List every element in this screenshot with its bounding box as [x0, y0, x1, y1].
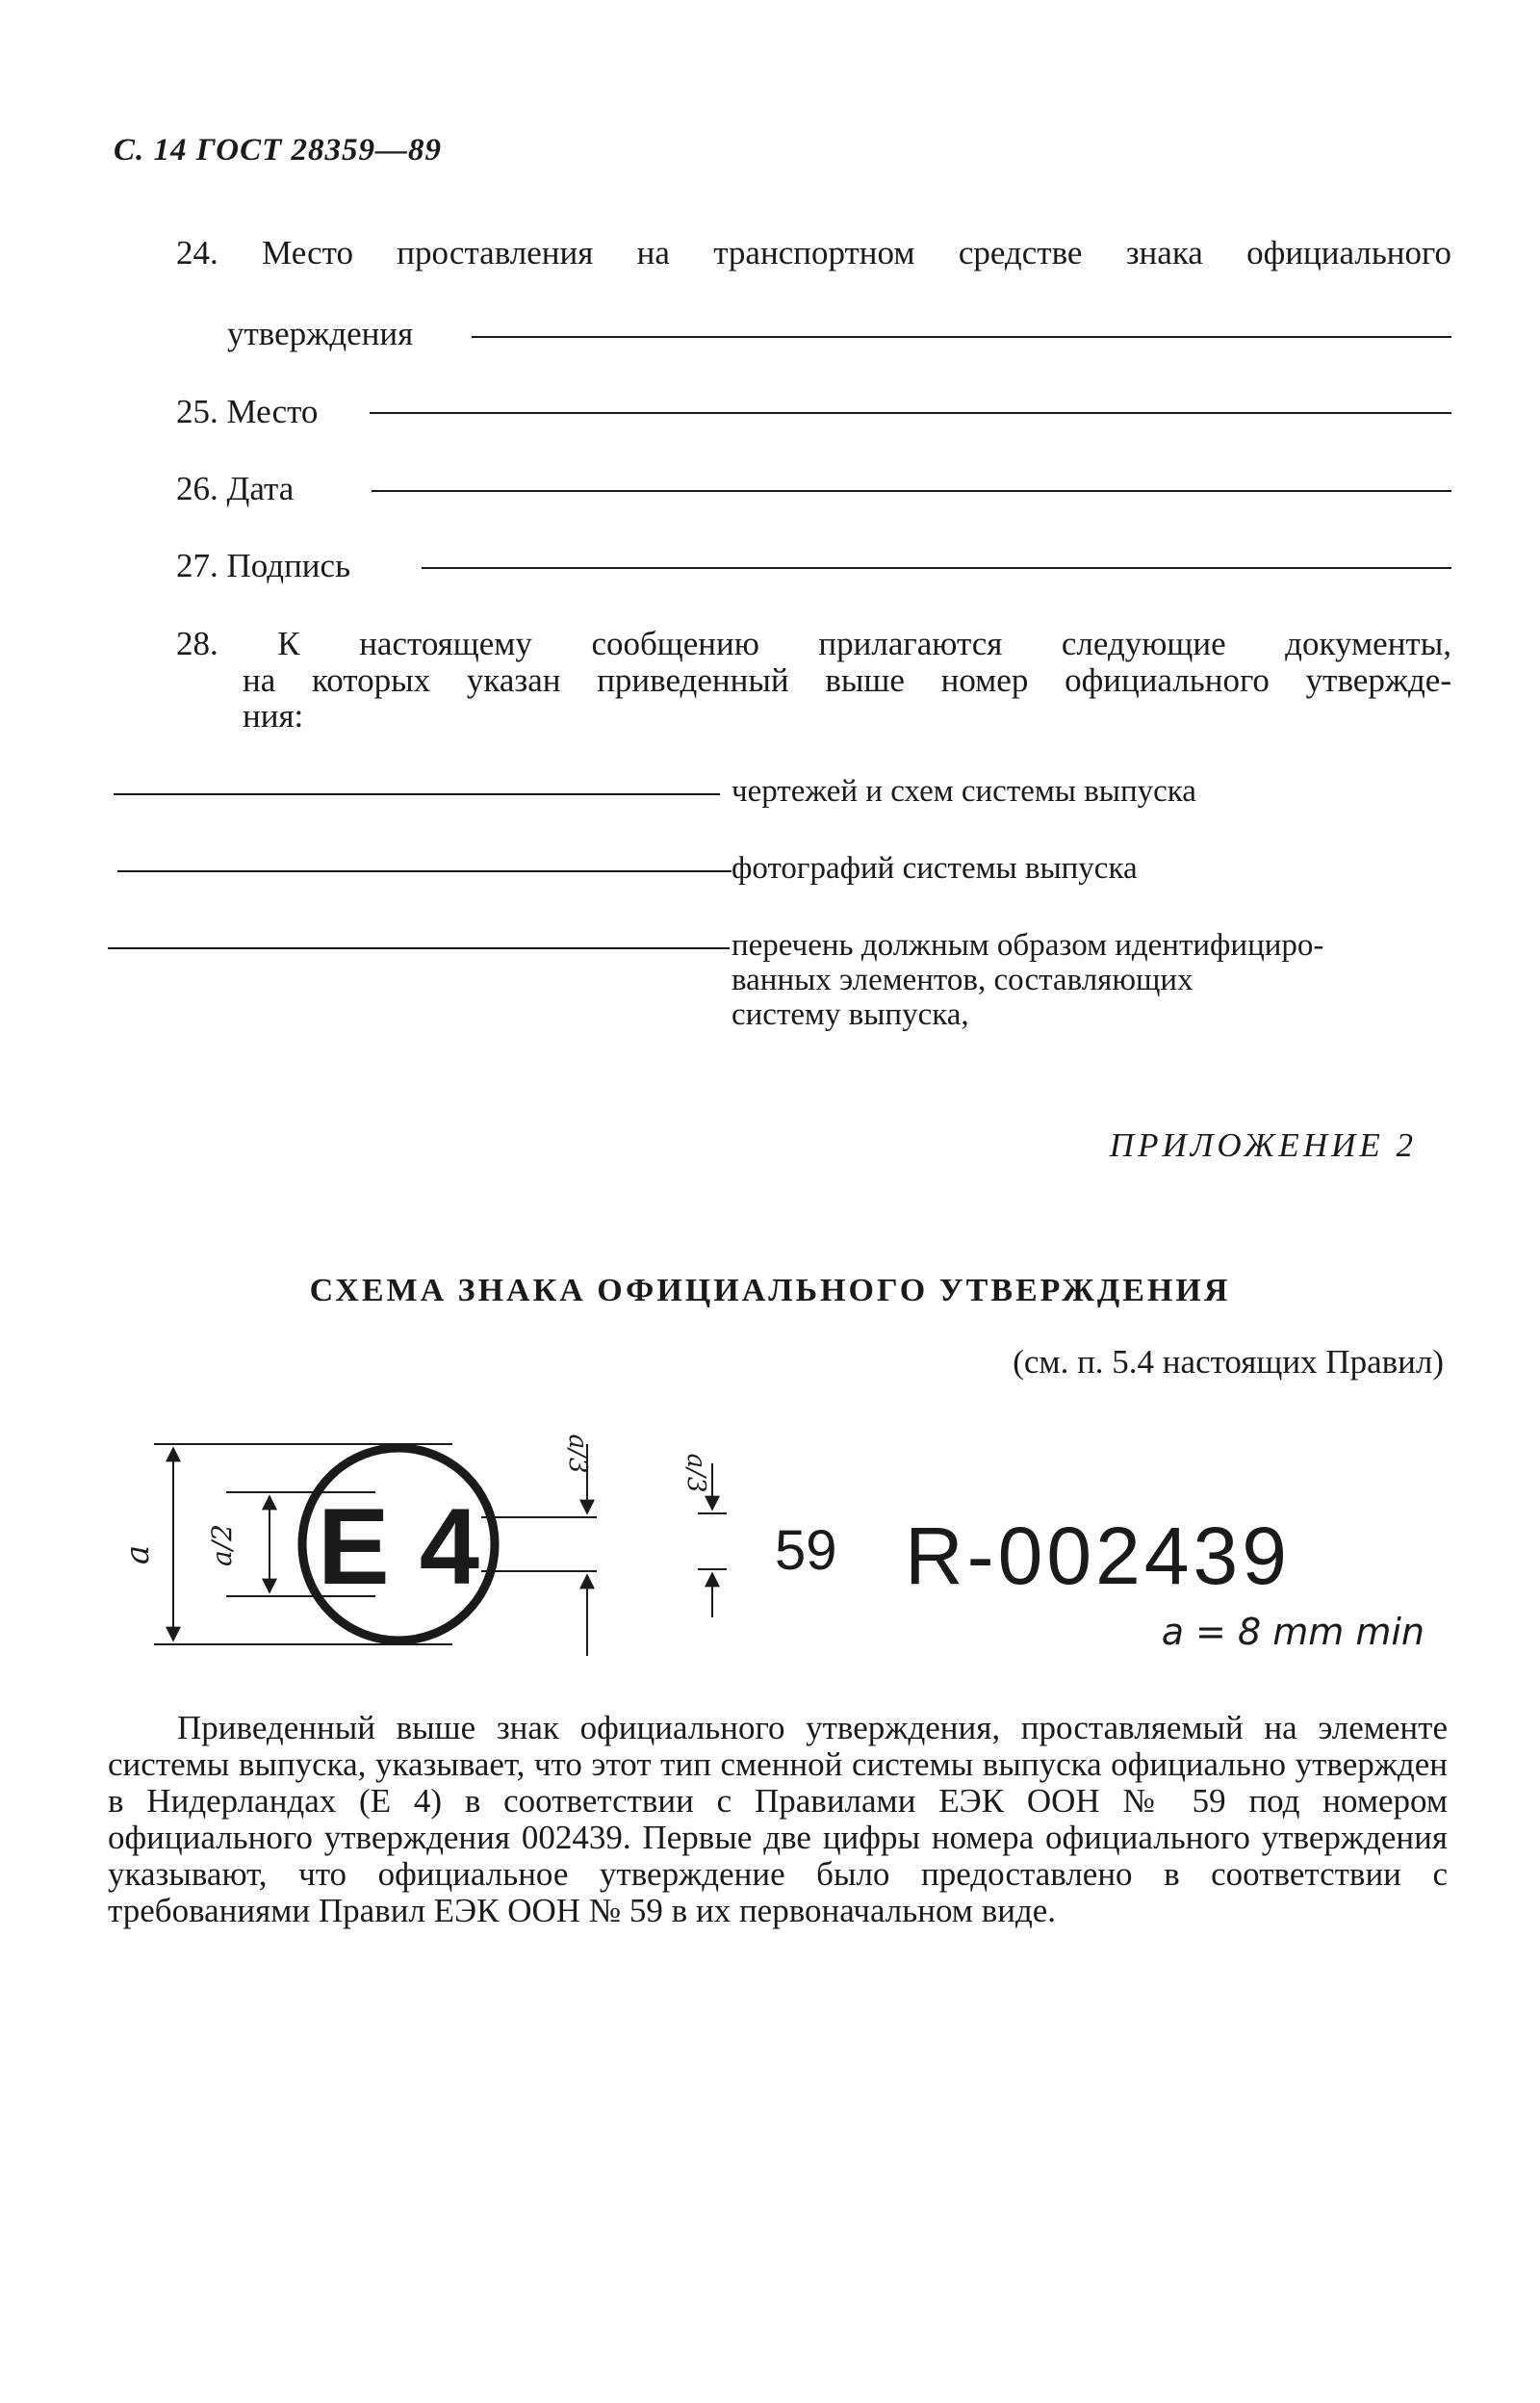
item-28-line3: ния:	[243, 697, 304, 735]
appendix-label: ПРИЛОЖЕНИЕ 2	[1109, 1126, 1417, 1164]
item-25: 25. Место	[176, 393, 319, 430]
attachment-drawings: чертежей и схем системы выпуска	[732, 774, 1196, 809]
scheme-title: СХЕМА ЗНАКА ОФИЦИАЛЬНОГО УТВЕРЖДЕНИЯ	[309, 1273, 1231, 1308]
page-header: С. 14 ГОСТ 28359—89	[114, 133, 443, 168]
fill-line-25	[370, 412, 1451, 414]
reference-note: (см. п. 5.4 настоящих Правил)	[1013, 1343, 1444, 1381]
item-27: 27. Подпись	[176, 547, 351, 584]
item-28-line1: 28. К настоящему сообщению прилагаются следующие документы,	[176, 625, 1451, 662]
approval-number: R-002439	[905, 1511, 1291, 1601]
approval-country-code: E 4	[317, 1486, 480, 1607]
item-26: 26. Дата	[176, 470, 295, 507]
approval-mark-diagram	[118, 1425, 1424, 1675]
dim-a3-label-number: a/3	[681, 1453, 710, 1493]
fill-line-27	[422, 567, 1451, 569]
attachment-line-3	[108, 947, 730, 949]
explanation-paragraph: Приведенный выше знак официального утверждения, проставляемый на элементе системы выпуска, указывает, что этот тип сменной системы выпуска официально утвержден в Нидерландах (Е 4) в соответствии с Правилами ЕЭК ООН № 59 под номером официального утверждения 002439. Первые две цифры номера официального утверждения указывают, что официальное утверждение было предоставлено в соответствии с требованиями Правил ЕЭК ООН № 59 в их первоначальном виде.	[108, 1709, 1448, 1929]
dim-a3-label-right: a/3	[563, 1434, 592, 1474]
item-24-line1: 24. Место проставления на транспортном средстве знака официального	[176, 234, 1451, 271]
attachment-list-line1: перечень должным образом идентифициро-	[732, 928, 1324, 963]
dim-a-label: a	[118, 1544, 157, 1565]
attachment-photos: фотографий системы выпуска	[732, 851, 1138, 886]
item-24-line2: утверждения	[227, 315, 414, 352]
fill-line-26	[372, 490, 1451, 492]
size-note: a = 8 mm min	[1161, 1611, 1424, 1653]
attachment-line-1	[114, 793, 720, 795]
attachment-line-2	[117, 870, 732, 872]
fill-line-24	[472, 336, 1451, 338]
dim-a2-label: a/2	[206, 1524, 238, 1566]
attachment-list-line3: систему выпуска,	[732, 997, 969, 1032]
attachment-list-line2: ванных элементов, составляющих	[732, 963, 1194, 997]
regulation-number: 59	[775, 1519, 837, 1582]
item-28-line2: на которых указан приведенный выше номер официального утвержде-	[243, 661, 1451, 699]
